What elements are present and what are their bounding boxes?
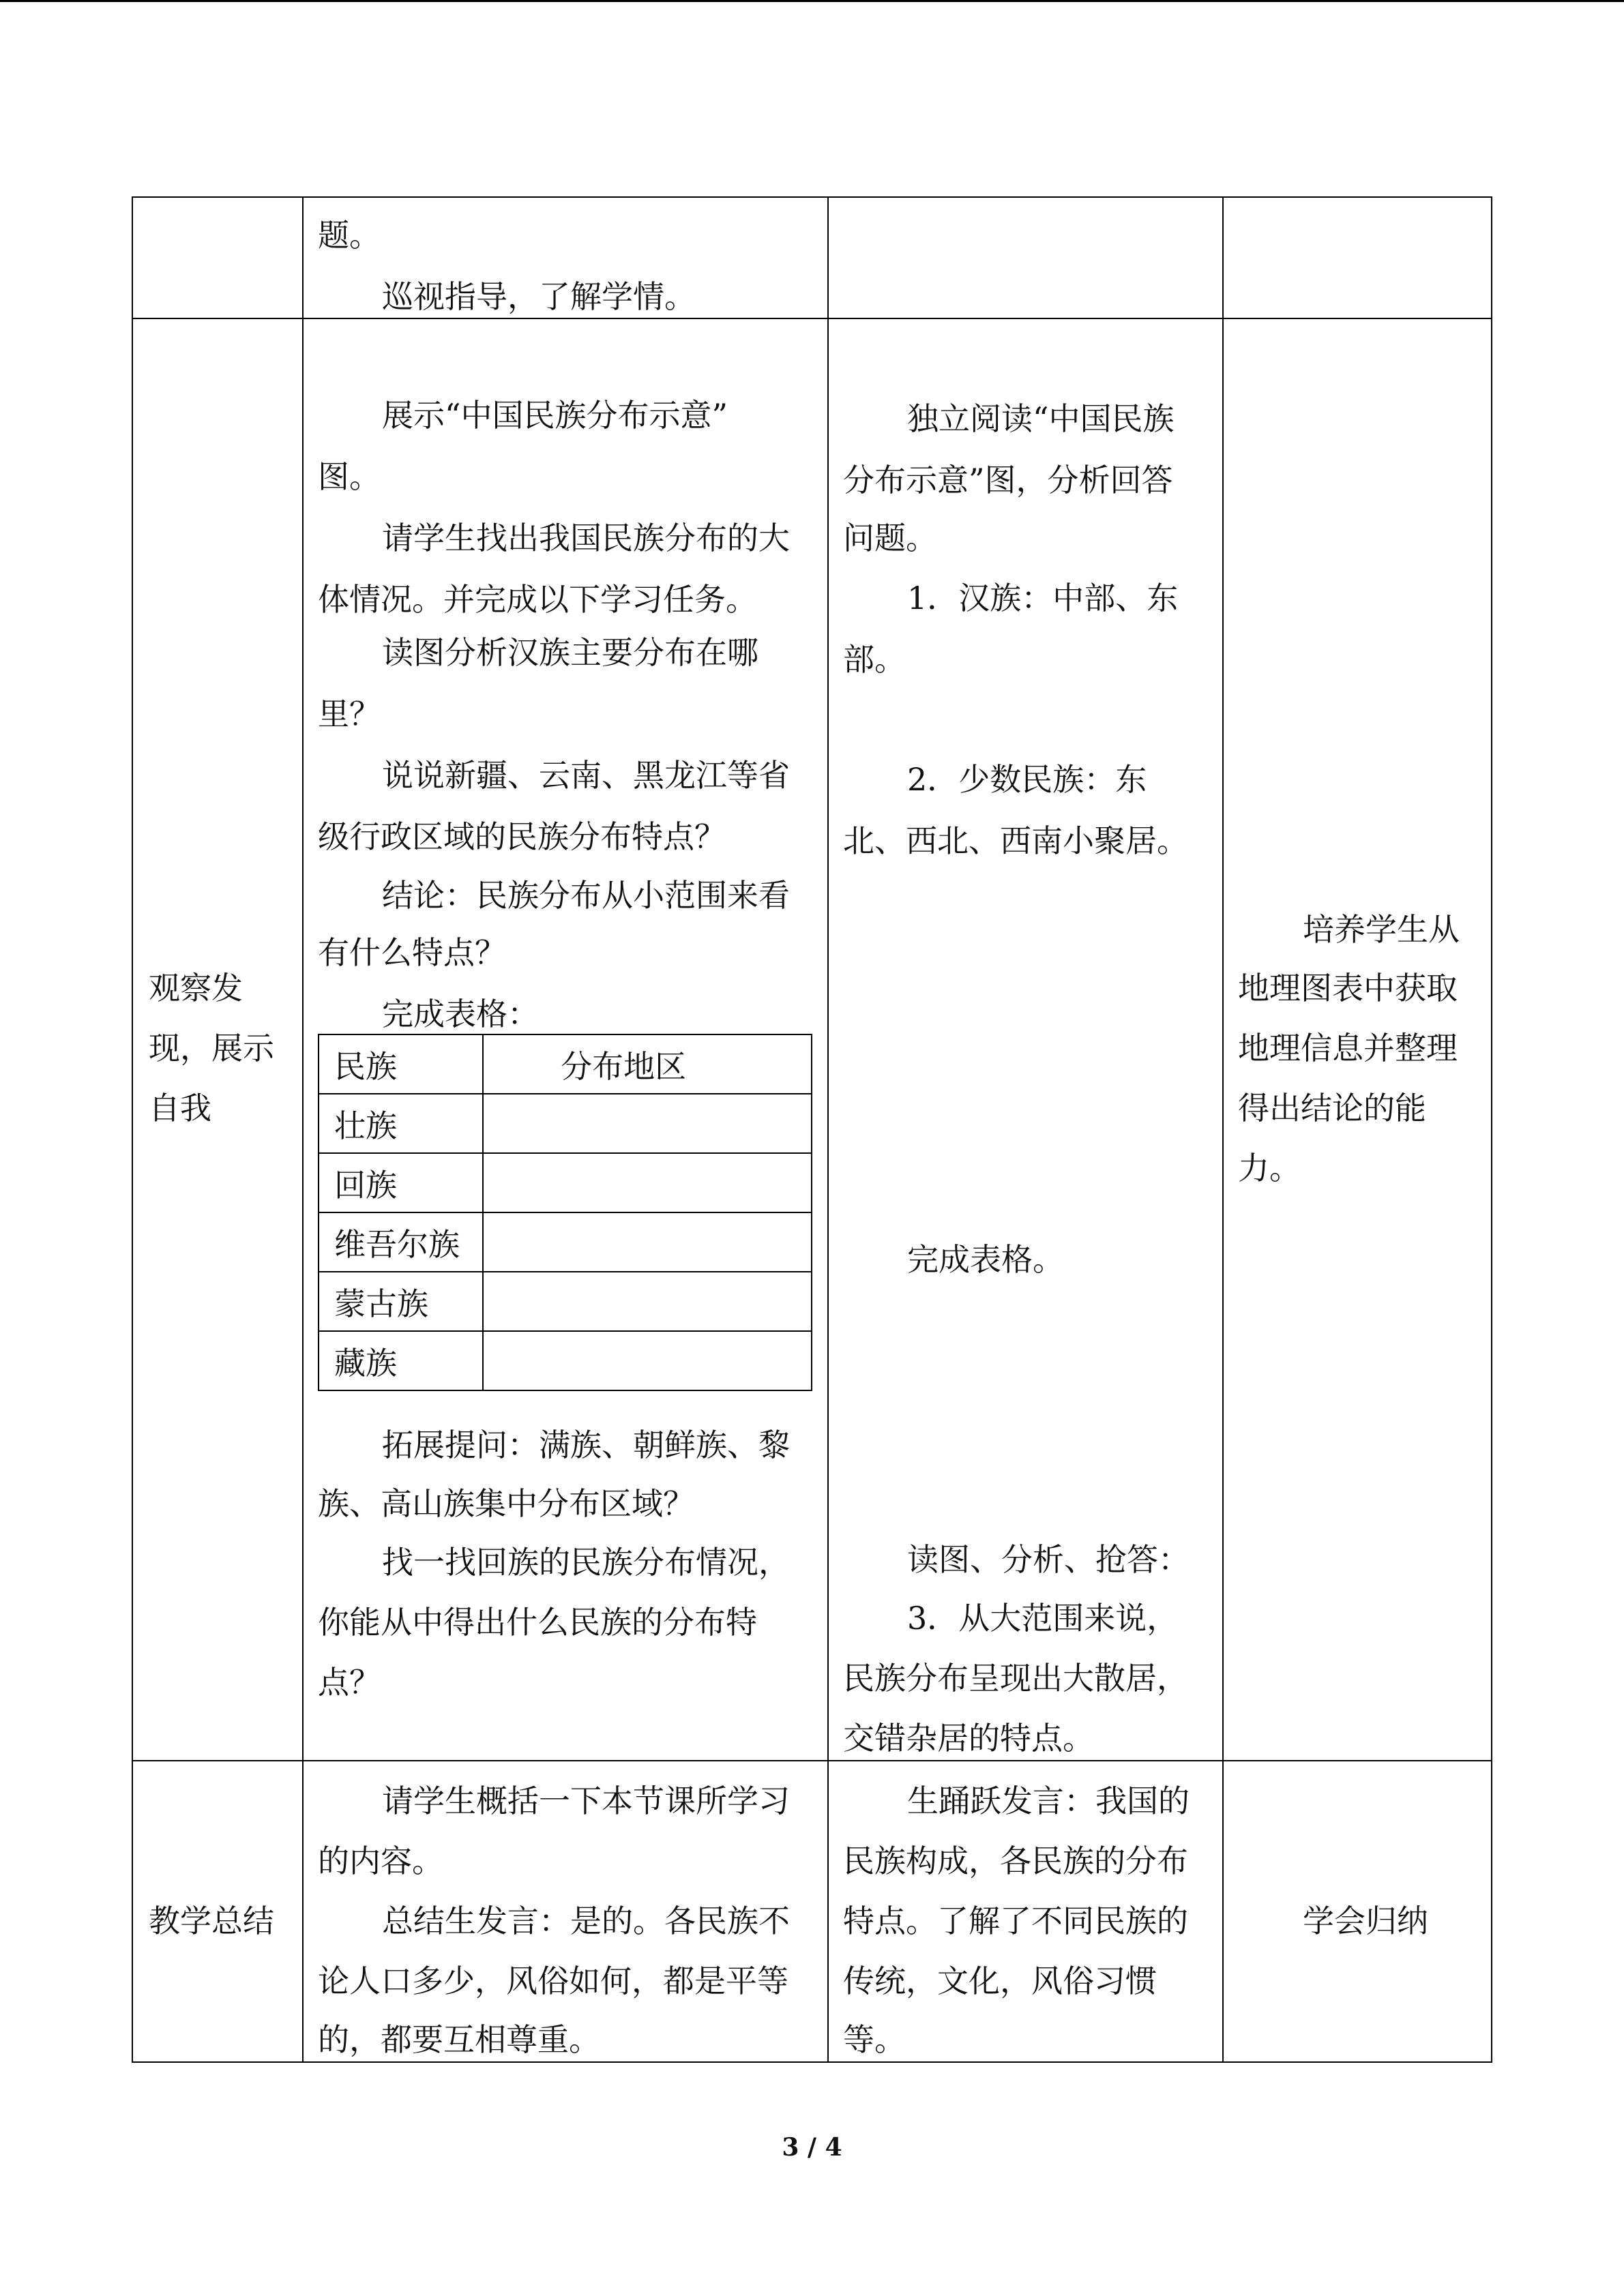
row2-teacher-line: 体情况。并完成以下学习任务。 — [318, 581, 757, 618]
row3-intent: 学会归纳 — [1303, 1903, 1428, 1939]
row1-section-cell — [132, 196, 304, 319]
row1-teacher-line: 题。 — [318, 217, 381, 254]
table-header-cell: 民族 — [319, 1034, 483, 1094]
row2-teacher-line: 展示“中国民族分布示意” — [382, 397, 728, 434]
row2-intent-line: 得出结论的能 — [1238, 1090, 1426, 1127]
row2-student-line: 完成表格。 — [907, 1241, 1064, 1278]
row2-student-line: 问题。 — [843, 520, 937, 556]
row2-teacher-line: 找一找回族的民族分布情况， — [382, 1544, 790, 1581]
row2-section-label: 观察发 — [149, 970, 243, 1007]
row2-student-line: 2．少数民族：东 — [907, 761, 1147, 798]
row2-student-line: 1．汉族：中部、东 — [907, 580, 1179, 616]
table-row — [319, 1094, 812, 1153]
row2-student-line: 分布示意”图，分析回答 — [843, 462, 1173, 498]
table-cell: 蒙古族 — [319, 1272, 483, 1331]
row2-teacher-line: 有什么特点？ — [318, 934, 506, 971]
row2-student-line: 读图、分析、抢答： — [907, 1541, 1190, 1578]
row2-teacher-line: 族、高山族集中分布区域？ — [318, 1485, 694, 1522]
row1-student-cell — [827, 196, 1224, 319]
row2-student-line: 3．从大范围来说， — [907, 1600, 1179, 1637]
table-row — [319, 1153, 812, 1212]
row2-teacher-line: 图。 — [318, 458, 381, 495]
table-cell-empty — [483, 1331, 812, 1390]
row2-section-label: 自我 — [149, 1090, 211, 1127]
row1-intent-cell — [1222, 196, 1492, 319]
row3-teacher-line: 论人口多少，风俗如何，都是平等 — [318, 1963, 788, 1999]
row3-section-label: 教学总结 — [149, 1903, 274, 1939]
row2-student-line: 部。 — [843, 641, 906, 678]
row2-teacher-line: 读图分析汉族主要分布在哪 — [382, 634, 758, 671]
row2-student-line: 交错杂居的特点。 — [843, 1720, 1094, 1757]
page-top-rule — [0, 0, 1624, 2]
row3-student-line: 生踊跃发言：我国的 — [907, 1783, 1190, 1819]
row3-student-line: 民族构成，各民族的分布 — [843, 1843, 1188, 1879]
table-cell-empty — [483, 1212, 812, 1272]
table-cell: 维吾尔族 — [319, 1212, 483, 1272]
row2-student-line: 独立阅读“中国民族 — [907, 400, 1175, 437]
row2-teacher-line: 级行政区域的民族分布特点？ — [318, 818, 726, 855]
row2-section-label: 现，展示 — [149, 1030, 274, 1067]
table-row — [319, 1212, 812, 1272]
row2-teacher-line: 完成表格： — [382, 996, 539, 1032]
table-header-row — [319, 1034, 812, 1094]
table-row — [319, 1272, 812, 1331]
row2-intent-line: 地理信息并整理 — [1238, 1030, 1458, 1067]
row2-teacher-line: 拓展提问：满族、朝鲜族、黎 — [382, 1427, 790, 1463]
row2-student-line: 北、西北、西南小聚居。 — [843, 822, 1188, 859]
row3-teacher-line: 请学生概括一下本节课所学习 — [382, 1783, 790, 1819]
row1-teacher-line: 巡视指导，了解学情。 — [382, 278, 696, 315]
page-number: 3 / 4 — [782, 2133, 842, 2162]
row3-teacher-line: 的内容。 — [318, 1843, 443, 1879]
table-cell: 壮族 — [319, 1094, 483, 1153]
row2-intent-line: 地理图表中获取 — [1238, 970, 1458, 1007]
row2-teacher-line: 你能从中得出什么民族的分布特 — [318, 1604, 757, 1641]
row2-teacher-line: 里？ — [318, 696, 381, 732]
row3-student-line: 等。 — [843, 2021, 906, 2058]
table-cell-empty — [483, 1094, 812, 1153]
table-header-cell: 分布地区 — [483, 1034, 812, 1094]
row3-teacher-line: 的，都要互相尊重。 — [318, 2021, 600, 2058]
row2-teacher-line: 结论：民族分布从小范围来看 — [382, 877, 790, 914]
table-cell-empty — [483, 1153, 812, 1212]
table-cell: 藏族 — [319, 1331, 483, 1390]
row3-teacher-line: 总结生发言：是的。各民族不 — [382, 1903, 790, 1939]
table-row — [319, 1331, 812, 1390]
row2-teacher-line: 请学生找出我国民族分布的大 — [382, 520, 790, 556]
row3-student-line: 特点。了解了不同民族的 — [843, 1903, 1188, 1939]
row2-intent-line: 培养学生从 — [1303, 911, 1460, 948]
row3-student-line: 传统，文化，风俗习惯 — [843, 1963, 1157, 1999]
table-cell: 回族 — [319, 1153, 483, 1212]
ethnic-distribution-table — [318, 1034, 812, 1391]
row2-teacher-line: 说说新疆、云南、黑龙江等省 — [382, 757, 790, 794]
table-cell-empty — [483, 1272, 812, 1331]
row2-teacher-line: 点？ — [318, 1664, 381, 1701]
row2-intent-line: 力。 — [1238, 1150, 1301, 1187]
row2-student-line: 民族分布呈现出大散居， — [843, 1660, 1188, 1697]
